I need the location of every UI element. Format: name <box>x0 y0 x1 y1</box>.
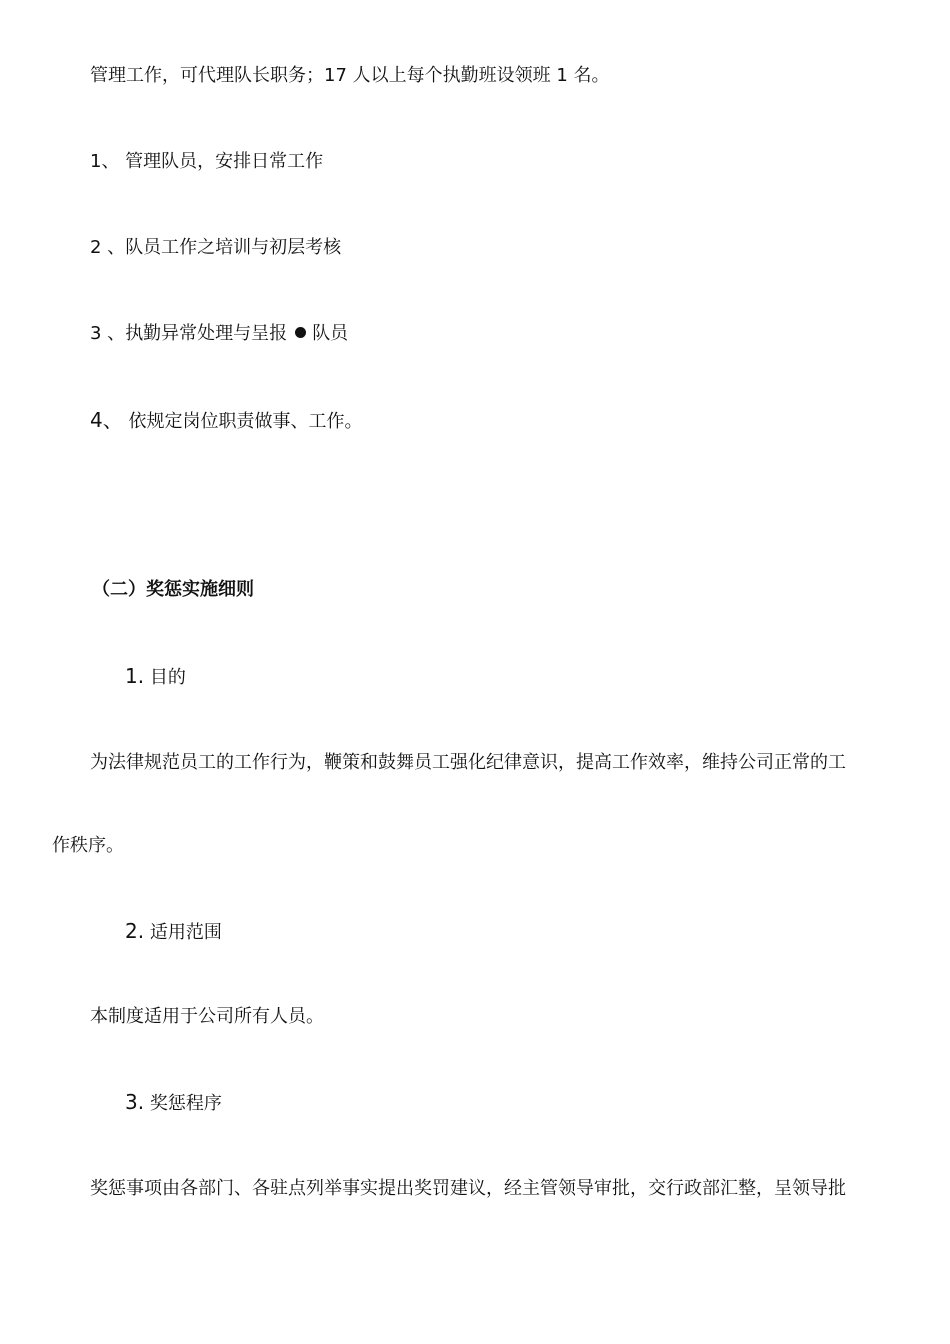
subsection-procedure-title <box>125 1090 222 1116</box>
intro-line: 管理工作，可代理队长职务；17 人以上每个执勤班设领班 1 名。 <box>90 65 610 86</box>
duty-item-4 <box>90 408 362 434</box>
purpose-text-line-2: 作秩序。 <box>52 835 124 856</box>
subsection-number: 2. <box>125 919 145 943</box>
subsection-number: 1. <box>125 664 145 688</box>
duty-item-1 <box>90 150 323 174</box>
subsection-purpose-title <box>125 664 186 690</box>
duty-number: 2 、 <box>90 237 126 258</box>
duty-number: 1、 <box>90 151 120 172</box>
scope-text: 本制度适用于公司所有人员。 <box>90 1006 324 1027</box>
procedure-text: 奖惩事项由各部门、各驻点列举事实提出奖罚建议，经主管领导审批，交行政部汇整，呈领导批 <box>90 1178 846 1199</box>
duty-text: 队员工作之培训与初层考核 <box>125 237 342 258</box>
duty-item-3 <box>90 322 348 346</box>
duty-number: 4、 <box>90 408 123 432</box>
subsection-title: 适用范围 <box>144 922 222 943</box>
duty-text: 依规定岗位职责做事、工作。 <box>122 411 363 432</box>
duty-text: 管理队员，安排日常工作 <box>119 151 324 172</box>
purpose-text-line-1: 为法律规范员工的工作行为，鞭策和鼓舞员工强化纪律意识，提高工作效率，维持公司正常的工 <box>90 752 846 773</box>
section-heading: （二）奖惩实施细则 <box>92 579 254 600</box>
duty-item-2 <box>90 236 341 260</box>
duty-text: 执勤异常处理与呈报 <box>125 323 288 344</box>
subsection-scope-title <box>125 919 222 945</box>
subsection-title: 目的 <box>144 667 186 688</box>
bullet-icon <box>295 327 306 338</box>
subsection-number: 3. <box>125 1090 145 1114</box>
duty-trailing-text: 队员 <box>312 323 349 344</box>
subsection-title: 奖惩程序 <box>144 1093 222 1114</box>
duty-number: 3 、 <box>90 323 126 344</box>
